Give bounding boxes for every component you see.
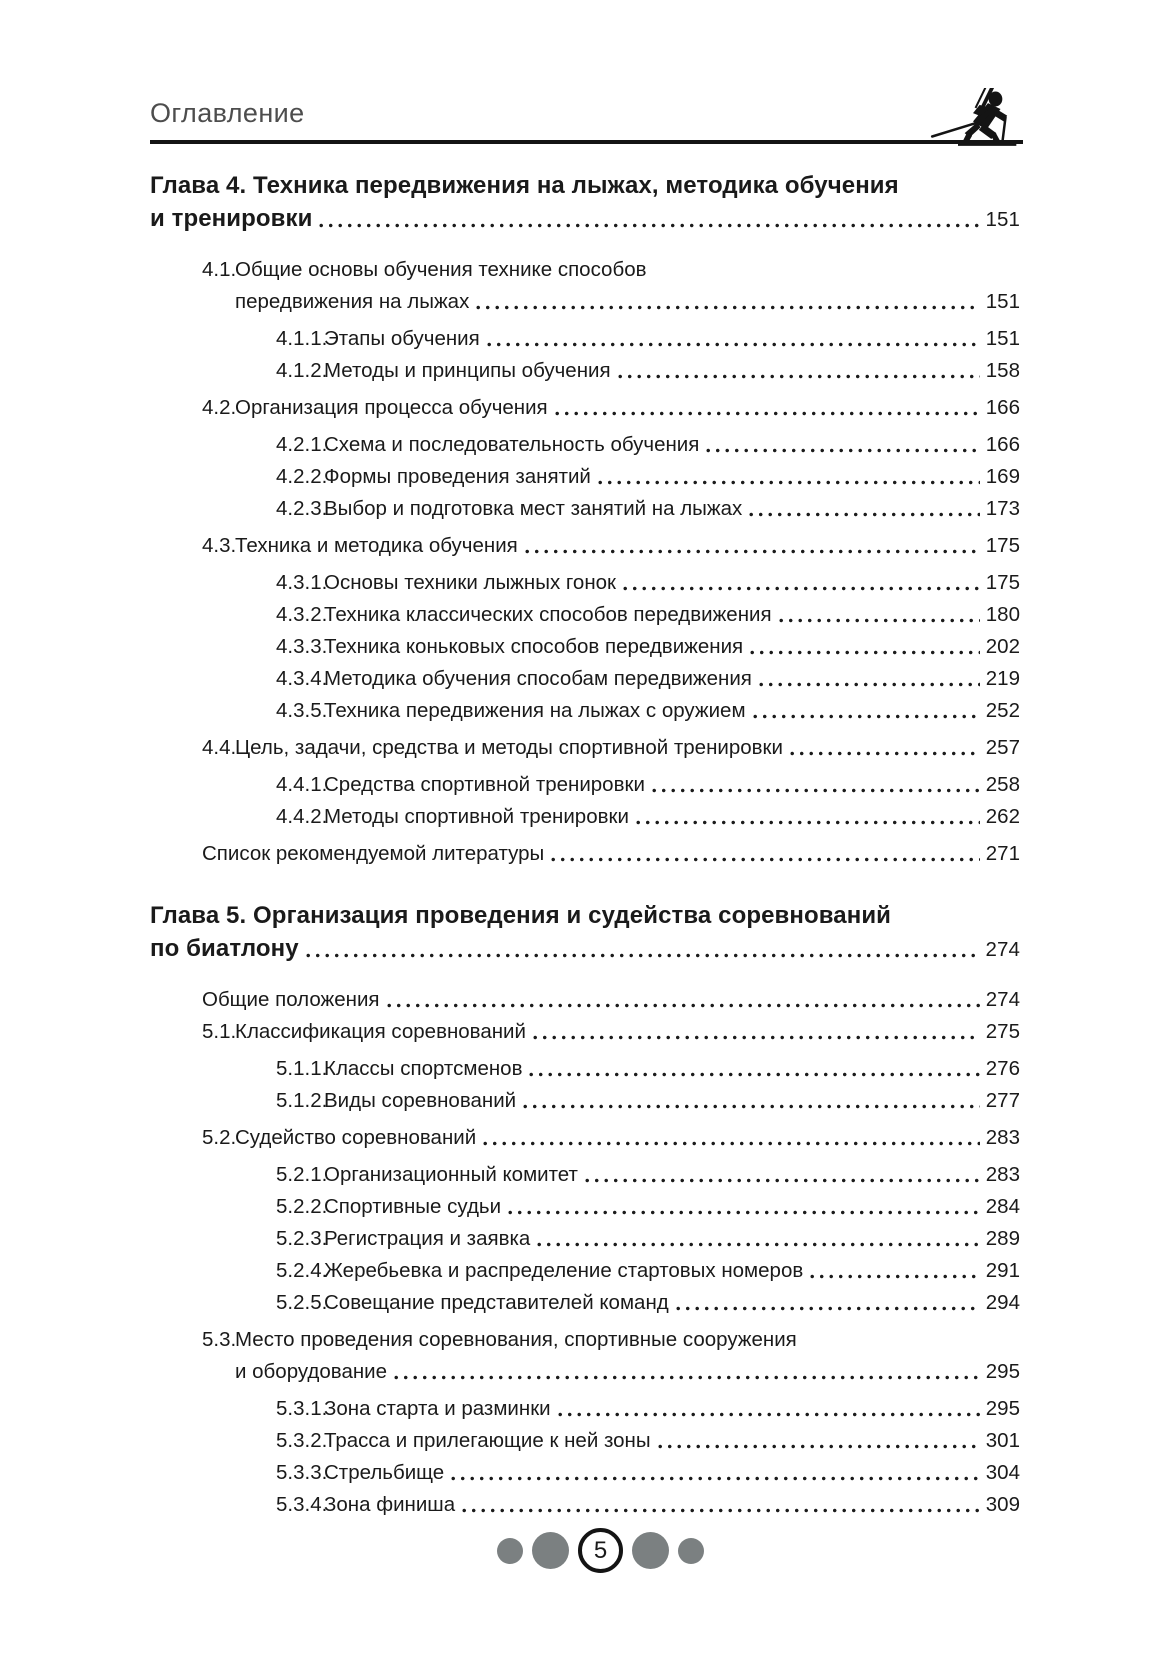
toc-entry-4.1.2 (150, 355, 1023, 387)
dot-leader (387, 1003, 980, 1008)
toc-entry-title: Основы техники лыжных гонок (324, 571, 617, 594)
toc-page-number: 295 (985, 1360, 1020, 1383)
toc-entry-5.3.2 (150, 1425, 1023, 1457)
toc-page-number: 276 (985, 1057, 1020, 1080)
toc-entry-line (150, 1223, 1023, 1255)
toc-entry-number: 5.1.2. (276, 1089, 328, 1112)
toc-entry-4.1 (150, 254, 1023, 318)
toc-entry-title: Методы спортивной тренировки (324, 805, 629, 828)
toc-page-number: 166 (985, 433, 1020, 456)
toc-entry-line (150, 530, 1023, 562)
toc-entry-number: 5.2.4. (276, 1259, 328, 1282)
toc-entry-number: 4.4.2. (276, 805, 328, 828)
toc-page-number: 262 (985, 805, 1020, 828)
toc-entry-4.3.4 (150, 663, 1023, 695)
toc-entry-line (150, 567, 1023, 599)
toc-page-number: 291 (985, 1259, 1020, 1282)
toc-entry-5.3.3 (150, 1457, 1023, 1489)
toc-entry-number: 4.1.1. (276, 327, 328, 350)
toc-entry (150, 984, 1023, 1016)
toc-entry-line (150, 286, 1023, 318)
toc-entry-title: Техника передвижения на лыжах с оружием (324, 699, 746, 722)
toc-page-number: 304 (985, 1461, 1020, 1484)
toc-entry-4.2 (150, 392, 1023, 424)
dot-leader (558, 1412, 980, 1417)
toc-entry-number: 5.1. (202, 1020, 237, 1043)
toc-entry-number: 4.3.1. (276, 571, 328, 594)
dot-leader (623, 586, 980, 591)
toc-entry-title: и тренировки (150, 205, 313, 232)
toc-entry-4.4.2 (150, 801, 1023, 833)
toc-page-number: 258 (985, 773, 1020, 796)
toc-entry-4.4 (150, 732, 1023, 764)
toc-entry-5.2 (150, 1122, 1023, 1154)
dot-leader (306, 953, 980, 958)
toc-page-number: 294 (985, 1291, 1020, 1314)
toc-entry-5.1.1 (150, 1053, 1023, 1085)
toc-entry-title: Место проведения соревнования, спортивные сооружения (235, 1328, 797, 1351)
dot-leader (585, 1178, 980, 1183)
toc-entry-number: 4.2.3. (276, 497, 328, 520)
dot-leader (652, 788, 980, 793)
toc-entry-title: по биатлону (150, 935, 299, 962)
toc-page-number: 166 (985, 396, 1020, 419)
toc-entry-line (150, 392, 1023, 424)
toc-entry-line (150, 838, 1023, 870)
dot-leader (529, 1072, 979, 1077)
dot-leader (533, 1035, 980, 1040)
toc-entry-line (150, 984, 1023, 1016)
toc-entry-5.3 (150, 1324, 1023, 1388)
toc-entry-line (150, 1489, 1023, 1521)
toc-entry-title: Зона финиша (324, 1493, 456, 1516)
toc-entry-title: Зона старта и разминки (324, 1397, 551, 1420)
dot-leader (537, 1242, 979, 1247)
toc-entry-4.4.1 (150, 769, 1023, 801)
toc-entry-number: 5.2.2. (276, 1195, 328, 1218)
toc-entry-number: 5.3.3. (276, 1461, 328, 1484)
toc-entry-line (150, 769, 1023, 801)
dot-leader (394, 1375, 980, 1380)
toc-page-number: 219 (985, 667, 1020, 690)
toc-entry-5.2.5 (150, 1287, 1023, 1319)
toc-entry-number: 4.3.5. (276, 699, 328, 722)
toc-entry-line (150, 169, 1023, 202)
toc-page-number: 274 (985, 988, 1020, 1011)
toc-entry-line (150, 1287, 1023, 1319)
dot-leader (462, 1508, 980, 1513)
header-rule (150, 140, 1023, 144)
toc-page-number: 151 (985, 208, 1020, 231)
toc-entry-title: Этапы обучения (324, 327, 480, 350)
toc-entry-number: 4.4.1. (276, 773, 328, 796)
toc-page-number: 271 (985, 842, 1020, 865)
toc-entry-line (150, 1159, 1023, 1191)
toc-entry-title: Схема и последовательность обучения (324, 433, 700, 456)
toc-entry-number: 5.3. (202, 1328, 237, 1351)
toc-entry-title: Глава 4. Техника передвижения на лыжах, методика обучения (150, 172, 899, 199)
dot-leader (487, 342, 980, 347)
page-number: 5 (593, 1536, 608, 1564)
toc-entry-5.2.3 (150, 1223, 1023, 1255)
toc-entry-line (150, 1425, 1023, 1457)
toc-entry-5.2.2 (150, 1191, 1023, 1223)
toc-entry-4.2.2 (150, 461, 1023, 493)
toc-entry-line (150, 1457, 1023, 1489)
toc-entry-title: Формы проведения занятий (324, 465, 591, 488)
toc-page-number: 175 (985, 571, 1020, 594)
toc-entry-line (150, 202, 1023, 236)
toc-entry-title: Организационный комитет (324, 1163, 578, 1186)
dot-leader (658, 1444, 980, 1449)
dot-leader (618, 374, 980, 379)
dot-leader (676, 1306, 980, 1311)
toc-entry-number: 5.3.4. (276, 1493, 328, 1516)
dot-leader (810, 1274, 980, 1279)
toc-entry-line (150, 801, 1023, 833)
toc-entry-title: Стрельбище (324, 1461, 445, 1484)
toc-entry-number: 4.2. (202, 396, 237, 419)
toc-entry-title: Средства спортивной тренировки (324, 773, 645, 796)
toc-entry-title: Регистрация и заявка (324, 1227, 531, 1250)
page-title: Оглавление (150, 98, 305, 128)
toc-entry-4.3.5 (150, 695, 1023, 727)
toc-entry-number: 4.2.2. (276, 465, 328, 488)
toc-entry-line (150, 1191, 1023, 1223)
toc-entry-number: 5.2.5. (276, 1291, 328, 1314)
dot-leader (523, 1104, 980, 1109)
table-of-contents (150, 169, 1023, 1521)
toc-page-number: 175 (985, 534, 1020, 557)
toc-entry-line (150, 1085, 1023, 1117)
dot-leader (749, 512, 980, 517)
decorative-dot (678, 1538, 704, 1564)
toc-entry-line (150, 599, 1023, 631)
toc-page-number: 151 (985, 290, 1020, 313)
page-number-badge (578, 1528, 623, 1573)
toc-entry-line (150, 461, 1023, 493)
toc-entry-5.3.1 (150, 1393, 1023, 1425)
toc-entry-line (150, 899, 1023, 932)
toc-entry-title: Трасса и прилегающие к ней зоны (324, 1429, 651, 1452)
toc-entry-5.1 (150, 1016, 1023, 1048)
toc-entry-line (150, 631, 1023, 663)
dot-leader (598, 480, 980, 485)
toc-entry-5.1.2 (150, 1085, 1023, 1117)
toc-entry-number: 5.2.3. (276, 1227, 328, 1250)
dot-leader (636, 820, 980, 825)
toc-page-number: 283 (985, 1163, 1020, 1186)
dot-leader (508, 1210, 980, 1215)
toc-entry-title: Организация процесса обучения (235, 396, 548, 419)
toc-entry-line (150, 1255, 1023, 1287)
toc-entry-4.2.1 (150, 429, 1023, 461)
toc-entry-line (150, 932, 1023, 966)
toc-entry-number: 4.2.1. (276, 433, 328, 456)
toc-entry-title: Общие основы обучения технике способов (235, 258, 647, 281)
toc-entry-line (150, 1393, 1023, 1425)
toc-entry-title: Судейство соревнований (235, 1126, 477, 1149)
toc-entry-4.3.2 (150, 599, 1023, 631)
toc-entry-title: Глава 5. Организация проведения и судейства соревнований (150, 902, 892, 929)
toc-entry-number: 4.3.4. (276, 667, 328, 690)
toc-entry-4.1.1 (150, 323, 1023, 355)
toc-entry-number: 5.3.1. (276, 1397, 328, 1420)
toc-page-number: 295 (985, 1397, 1020, 1420)
toc-entry (150, 169, 1023, 236)
toc-entry-title: Классы спортсменов (324, 1057, 523, 1080)
toc-entry-5.2.4 (150, 1255, 1023, 1287)
toc-page-number: 301 (985, 1429, 1020, 1452)
toc-entry-line (150, 663, 1023, 695)
decorative-dot (532, 1532, 569, 1569)
toc-entry-line (150, 323, 1023, 355)
dot-leader (750, 650, 980, 655)
toc-entry-title: Список рекомендуемой литературы (202, 842, 545, 865)
toc-entry-title: Совещание представителей команд (324, 1291, 669, 1314)
toc-entry-title: Техника коньковых способов передвижения (324, 635, 744, 658)
toc-page-number: 277 (985, 1089, 1020, 1112)
toc-entry-line (150, 1324, 1023, 1356)
dot-leader (759, 682, 980, 687)
toc-entry-number: 4.1. (202, 258, 237, 281)
toc-entry-4.2.3 (150, 493, 1023, 525)
toc-entry-number: 4.3.3. (276, 635, 328, 658)
toc-entry-5.3.4 (150, 1489, 1023, 1521)
dot-leader (525, 549, 980, 554)
toc-entry-title: передвижения на лыжах (235, 290, 470, 313)
toc-entry-title: и оборудование (235, 1360, 388, 1383)
toc-page-number: 257 (985, 736, 1020, 759)
toc-page-number: 289 (985, 1227, 1020, 1250)
toc-page-number: 180 (985, 603, 1020, 626)
toc-entry-line (150, 493, 1023, 525)
toc-page-number: 274 (985, 938, 1020, 961)
dot-leader (451, 1476, 980, 1481)
dot-leader (476, 305, 979, 310)
toc-page-number: 309 (985, 1493, 1020, 1516)
toc-entry-line (150, 1016, 1023, 1048)
dot-leader (555, 411, 980, 416)
decorative-dot (497, 1538, 523, 1564)
toc-entry-title: Классификация соревнований (235, 1020, 526, 1043)
toc-entry (150, 899, 1023, 966)
toc-entry-title: Выбор и подготовка мест занятий на лыжах (324, 497, 743, 520)
toc-page-number: 169 (985, 465, 1020, 488)
toc-entry-5.2.1 (150, 1159, 1023, 1191)
toc-page-number: 151 (985, 327, 1020, 350)
toc-entry-4.3.3 (150, 631, 1023, 663)
toc-entry-number: 5.1.1. (276, 1057, 328, 1080)
toc-entry-number: 4.4. (202, 736, 237, 759)
dot-leader (483, 1141, 980, 1146)
toc-entry-title: Виды соревнований (324, 1089, 517, 1112)
toc-entry-title: Техника классических способов передвижения (324, 603, 772, 626)
toc-entry-title: Жеребьевка и распределение стартовых номеров (324, 1259, 804, 1282)
dot-leader (706, 448, 979, 453)
toc-entry-line (150, 1053, 1023, 1085)
toc-entry-number: 5.2. (202, 1126, 237, 1149)
toc-entry-4.3 (150, 530, 1023, 562)
toc-page-number: 275 (985, 1020, 1020, 1043)
toc-entry-number: 5.3.2. (276, 1429, 328, 1452)
toc-page-number: 202 (985, 635, 1020, 658)
toc-entry-number: 5.2.1. (276, 1163, 328, 1186)
dot-leader (779, 618, 980, 623)
decorative-dot (632, 1532, 669, 1569)
toc-entry-title: Цель, задачи, средства и методы спортивной тренировки (235, 736, 783, 759)
toc-entry-line (150, 1356, 1023, 1388)
toc-page-number: 158 (985, 359, 1020, 382)
toc-entry-line (150, 695, 1023, 727)
toc-entry-title: Техника и методика обучения (235, 534, 518, 557)
toc-entry-number: 4.3.2. (276, 603, 328, 626)
dot-leader (319, 223, 979, 228)
page-footer (164, 1528, 1037, 1573)
toc-entry-line (150, 732, 1023, 764)
toc-entry-line (150, 355, 1023, 387)
toc-page-number: 252 (985, 699, 1020, 722)
toc-entry-number: 4.3. (202, 534, 237, 557)
toc-entry-line (150, 429, 1023, 461)
toc-entry-number: 4.1.2. (276, 359, 328, 382)
toc-page-number: 173 (985, 497, 1020, 520)
dot-leader (753, 714, 980, 719)
toc-entry-title: Методика обучения способам передвижения (324, 667, 752, 690)
toc-entry-4.3.1 (150, 567, 1023, 599)
dot-leader (790, 751, 980, 756)
toc-entry-line (150, 1122, 1023, 1154)
toc-page-number: 283 (985, 1126, 1020, 1149)
toc-page-number: 284 (985, 1195, 1020, 1218)
dot-leader (551, 857, 980, 862)
toc-entry-line (150, 254, 1023, 286)
toc-entry (150, 838, 1023, 870)
toc-entry-title: Методы и принципы обучения (324, 359, 611, 382)
toc-entry-title: Спортивные судьи (324, 1195, 502, 1218)
toc-entry-title: Общие положения (202, 988, 380, 1011)
